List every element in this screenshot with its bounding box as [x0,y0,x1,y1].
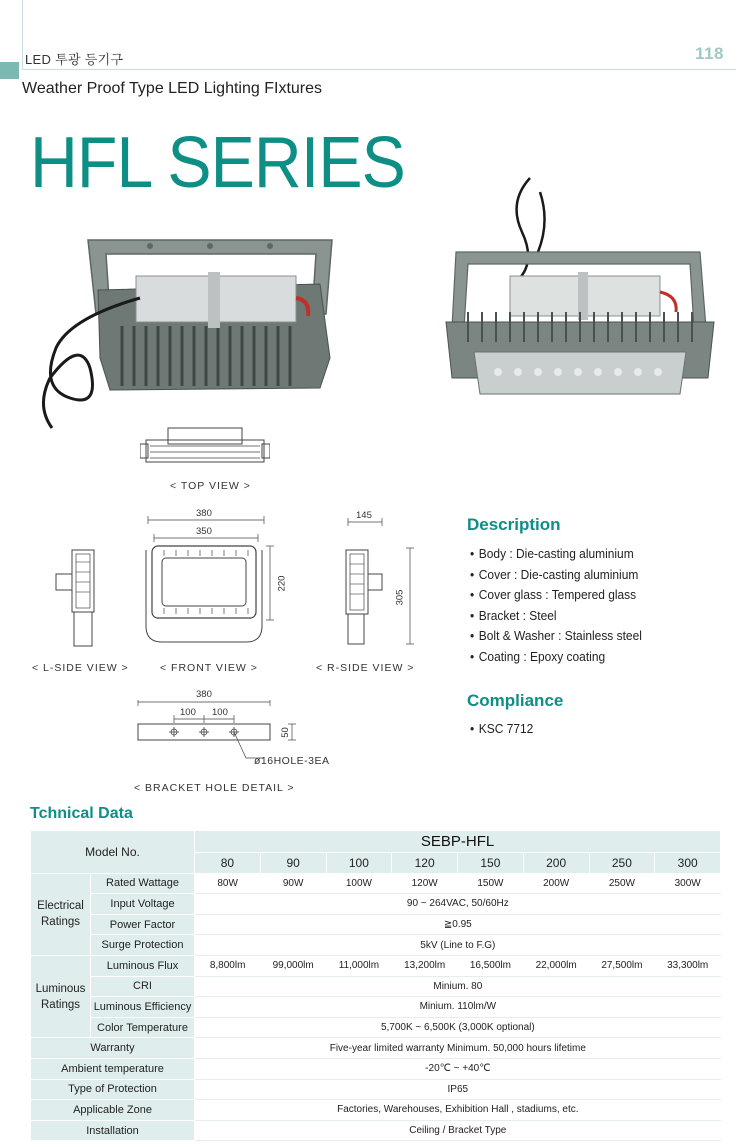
model-cell: 150 [458,853,524,874]
table-cell: 300W [655,873,721,894]
table-row [31,1120,721,1141]
row-label: Luminous Efficiency [91,997,195,1018]
model-cell: 90 [260,853,326,874]
model-cell: 200 [523,853,589,874]
table-row [31,1079,721,1100]
bracket-height-dim: 50 [279,727,291,738]
table-row [31,1100,721,1121]
side-depth-dim: 145 [356,510,372,521]
table-cell: 120W [392,873,458,894]
front-height-dim: 220 [276,575,288,592]
row-label: Power Factor [91,914,195,935]
row-label: Surge Protection [91,935,195,956]
front-width-inner-dim: 350 [196,526,212,537]
table-cell: 90 ~ 264VAC, 50/60Hz [195,894,721,915]
table-cell: 33,300lm [655,955,721,976]
table-cell: ≧0.95 [195,914,721,935]
row-label: Rated Wattage [91,873,195,894]
row-label: Warranty [31,1038,195,1059]
header-divider-vertical [22,0,23,69]
compliance-list [470,719,539,740]
description-title: Description [467,515,561,534]
model-cell: 250 [589,853,655,874]
side-height-dim: 305 [394,589,406,606]
table-row [31,1058,721,1079]
table-cell: 90W [260,873,326,894]
table-row [31,1038,721,1059]
table-cell: 5kV (Line to F.G) [195,935,721,956]
description-item: • Cover glass : Tempered glass [470,585,642,606]
description-item: • Cover : Die-casting aluminium [470,565,642,586]
table-cell: 250W [589,873,655,894]
table-cell: 150W [458,873,524,894]
table-cell: 27,500lm [589,955,655,976]
bracket-spacing-2-dim: 100 [212,707,228,718]
row-label: Luminous Flux [91,955,195,976]
top-view-drawing [140,424,270,475]
front-width-outer-dim: 380 [196,508,212,519]
bracket-detail-caption: < BRACKET HOLE DETAIL > [134,782,295,794]
compliance-item: • KSC 7712 [470,719,533,740]
page-number: 118 [695,44,724,63]
r-side-view-drawing [338,518,418,655]
description-item: • Bolt & Washer : Stainless steel [470,626,642,647]
model-cell: 120 [392,853,458,874]
table-cell: 8,800lm [195,955,261,976]
series-title: HFL SERIES [30,123,405,203]
header-divider [22,69,736,70]
row-label: Color Temperature [91,1017,195,1038]
row-label: Type of Protection [31,1079,195,1100]
group-luminous: Luminous Ratings [31,955,91,1037]
table-row [31,873,721,894]
model-no-header: Model No. [31,831,195,874]
technical-data-title: Tchnical Data [30,805,133,822]
table-cell: Minium. 80 [195,976,721,997]
bracket-spacing-1-dim: 100 [180,707,196,718]
table-row [31,831,721,853]
l-side-view-drawing [52,548,102,653]
table-row [31,1017,721,1038]
table-row [31,914,721,935]
series-name-header: SEBP-HFL [195,831,721,853]
table-cell: 200W [523,873,589,894]
description-list [470,544,657,668]
table-cell: Minium. 110lm/W [195,997,721,1018]
table-cell: -20℃ ~ +40℃ [195,1058,721,1079]
r-side-view-caption: < R-SIDE VIEW > [316,662,415,674]
bracket-width-dim: 380 [196,689,212,700]
description-item: • Body : Die-casting aluminium [470,544,642,565]
table-cell: Five-year limited warranty Minimum. 50,000 hours lifetime [195,1038,721,1059]
description-item: • Coating : Epoxy coating [470,647,642,668]
technical-data-table [30,830,721,1141]
table-cell: 80W [195,873,261,894]
table-cell: 22,000lm [523,955,589,976]
model-cell: 100 [326,853,392,874]
description-item: • Bracket : Steel [470,606,642,627]
row-label: Applicable Zone [31,1100,195,1121]
table-row [31,935,721,956]
front-view-drawing [140,516,290,651]
front-view-caption: < FRONT VIEW > [160,662,258,674]
table-row [31,976,721,997]
model-cell: 300 [655,853,721,874]
table-row [31,997,721,1018]
table-cell: Ceiling / Bracket Type [195,1120,721,1141]
corner-accent-block [0,62,19,79]
row-label: Ambient temperature [31,1058,195,1079]
top-view-caption: < TOP VIEW > [170,480,251,492]
table-cell: 11,000lm [326,955,392,976]
compliance-title: Compliance [467,691,564,710]
group-electrical: Electrical Ratings [31,873,91,955]
l-side-view-caption: < L-SIDE VIEW > [32,662,129,674]
page-subtitle: Weather Proof Type LED Lighting FIxtures [22,80,323,97]
row-label: Input Voltage [91,894,195,915]
table-cell: 99,000lm [260,955,326,976]
table-cell: 100W [326,873,392,894]
product-photo-back [30,228,350,438]
row-label: Installation [31,1120,195,1141]
product-photo-front [438,172,720,402]
model-cell: 80 [195,853,261,874]
table-row [31,894,721,915]
table-row [31,955,721,976]
category-label: LED 투광 등기구 [25,52,124,67]
table-cell: 16,500lm [458,955,524,976]
table-cell: 13,200lm [392,955,458,976]
table-cell: IP65 [195,1079,721,1100]
bracket-hole-spec: ø16HOLE-3EA [254,755,330,767]
table-cell: 5,700K ~ 6,500K (3,000K optional) [195,1017,721,1038]
table-cell: Factories, Warehouses, Exhibition Hall , stadiums, etc. [195,1100,721,1121]
row-label: CRI [91,976,195,997]
